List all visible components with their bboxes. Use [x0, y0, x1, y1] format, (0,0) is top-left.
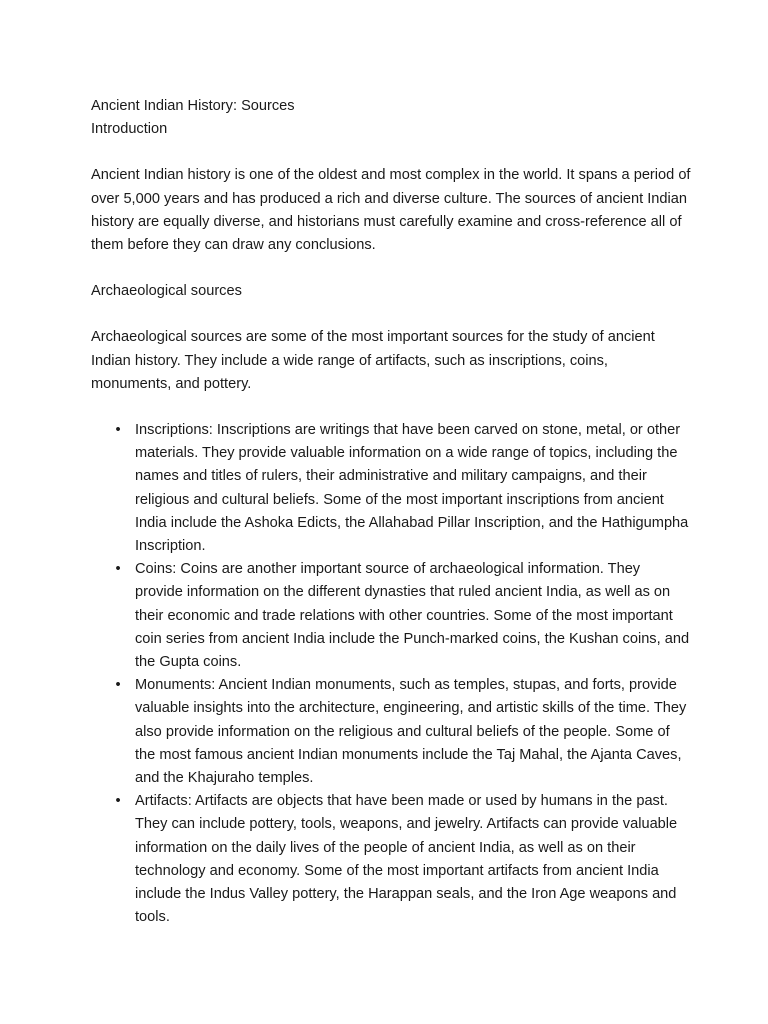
title-block — [91, 95, 691, 141]
list-item — [91, 674, 691, 790]
document-page — [91, 95, 691, 930]
list-item — [91, 558, 691, 674]
list-item-text: Artifacts: Artifacts are objects that have been made or used by humans in the past. They can include pottery, tools, weapons, and jewelry. Artifacts can provide valuable information on the daily lives of the people of ancient India, as well as on their technology and economy. Some of the most important artifacts from ancient India include the Indus Valley pottery, the Harappan seals, and the Iron Age weapons and tools. — [135, 793, 678, 926]
archaeology-heading: Archaeological sources — [91, 283, 242, 300]
sources-bullet-list — [91, 419, 691, 929]
intro-heading: Introduction — [91, 121, 168, 138]
bullet-icon: • — [115, 561, 121, 578]
spacer — [91, 257, 691, 280]
bullet-icon: • — [115, 677, 121, 694]
bullet-icon: • — [115, 422, 121, 439]
list-item-text: Inscriptions: Inscriptions are writings that have been carved on stone, metal, or other materials. They provide valuable information on a wide range of topics, including the names and titles of rulers, their administrative and military campaigns, and their religious and cultural beliefs. Some of the most important inscriptions from ancient India include the Ashoka Edicts, the Allahabad Pillar Inscription, and the Hathigumpha Inscription. — [135, 422, 689, 555]
spacer — [91, 303, 691, 326]
list-item — [91, 419, 691, 558]
spacer — [91, 141, 691, 164]
spacer — [91, 396, 691, 419]
bullet-icon: • — [115, 793, 121, 810]
document-title: Ancient Indian History: Sources — [91, 98, 295, 114]
archaeology-paragraph: Archaeological sources are some of the most important sources for the study of ancient Indian history. They include a wide range of artifacts, such as inscriptions, coins, monuments, and pottery. — [91, 329, 655, 392]
list-item — [91, 790, 691, 929]
list-item-text: Coins: Coins are another important source of archaeological information. They provide information on the different dynasties that ruled ancient India, as well as on their economic and trade relations with other countries. Some of the most important coin series from ancient India include the Punch-marked coins, the Kushan coins, and the Gupta coins. — [135, 561, 690, 671]
list-item-text: Monuments: Ancient Indian monuments, such as temples, stupas, and forts, provide valuable insights into the architecture, engineering, and artistic skills of the time. They also provide information on the religious and cultural beliefs of the people. Some of the most famous ancient Indian monuments include the Taj Mahal, the Ajanta Caves, and the Khajuraho temples. — [135, 677, 687, 787]
intro-paragraph: Ancient Indian history is one of the oldest and most complex in the world. It spans a period of over 5,000 years and has produced a rich and diverse culture. The sources of ancient Indian history are equally diverse, and historians must carefully examine and cross-reference all of them before they can draw any conclusions. — [91, 167, 691, 254]
